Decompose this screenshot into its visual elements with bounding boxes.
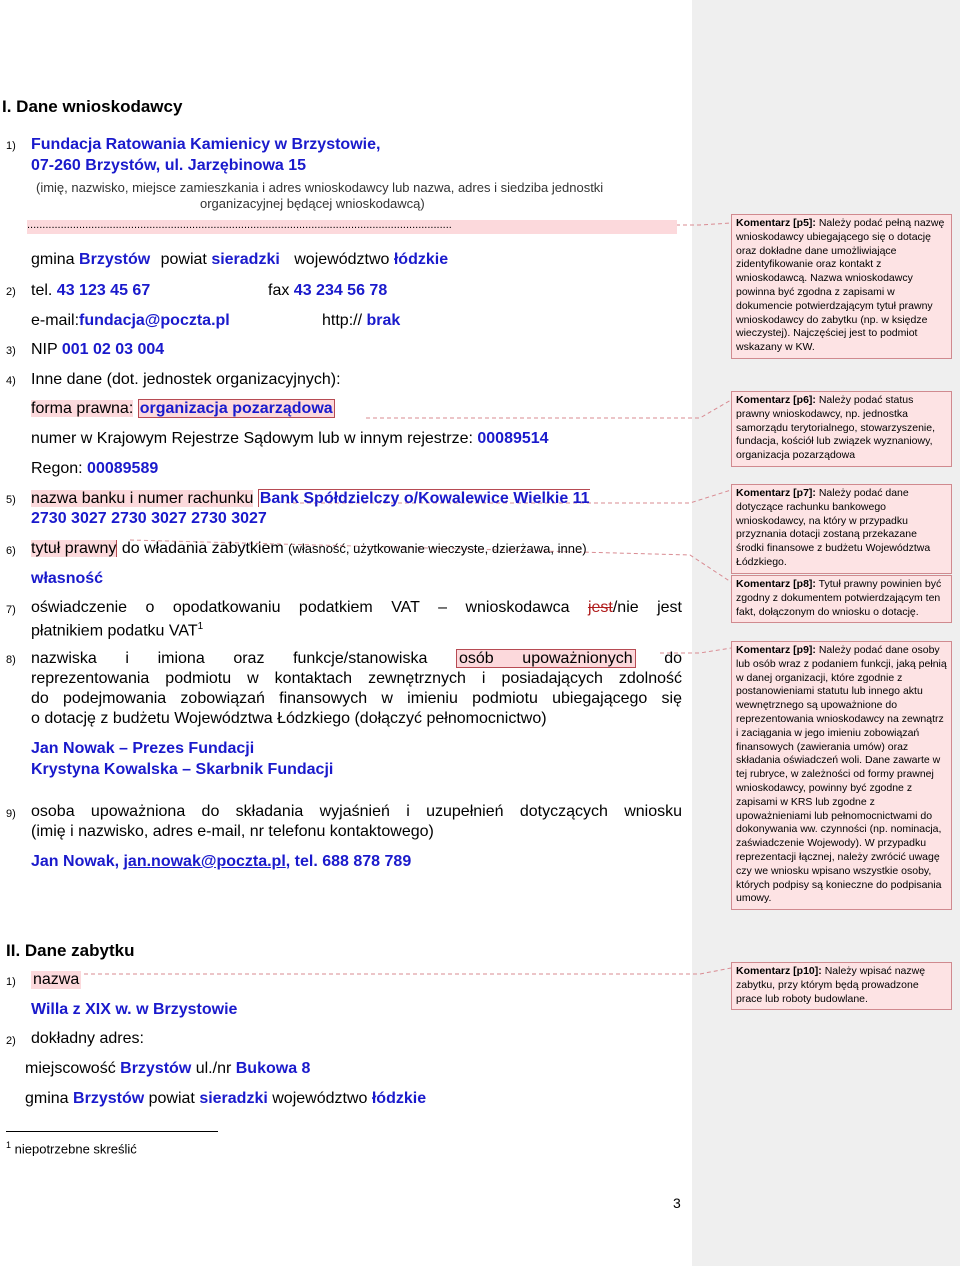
representatives-line3: do podejmowania zobowiązań finansowych w imieniu podmiotu ubiegającego się <box>31 690 682 707</box>
item-number: 1) <box>6 140 16 152</box>
tel-label: tel. <box>31 282 53 299</box>
item-number: 1) <box>6 976 16 988</box>
representatives-line2: reprezentowania podmiotu w kontaktach zewnętrznych i posiadających zdolność <box>31 670 682 687</box>
comment-label: Komentarz [p10]: <box>736 965 822 977</box>
applicant-address: 07-260 Brzystów, ul. Jarzębinowa 15 <box>31 157 307 174</box>
powiat-value: sieradzki <box>211 251 280 268</box>
fax-label: fax <box>268 282 290 299</box>
wojewodztwo-label: województwo <box>294 251 390 268</box>
dotted-line: ........................................................................................................................................... <box>27 220 677 234</box>
section-title: I. Dane wnioskodawcy <box>2 97 183 116</box>
comment-p7[interactable] <box>731 484 952 574</box>
email <box>31 312 230 330</box>
footnote <box>6 1140 137 1156</box>
comment-label: Komentarz [p7]: <box>736 487 816 499</box>
comment-label: Komentarz [p5]: <box>736 217 816 229</box>
regon-label: Regon: <box>31 460 83 477</box>
gmina-value: Brzystów <box>79 251 151 268</box>
monument-region <box>25 1090 426 1108</box>
bank-name: Bank Spółdzielczy o/Kowalewice Wielkie 11 <box>259 490 590 507</box>
item-number: 5) <box>6 494 16 506</box>
nip-label: NIP <box>31 341 58 358</box>
footnote-mark: 1 <box>6 1140 12 1150</box>
email-value: fundacja@poczta.pl <box>79 312 230 329</box>
contact-person-label: osoba upoważniona do składania wyjaśnień i uzupełnień dotyczących wniosku <box>31 803 682 820</box>
legal-title-hint: (własność, użytkowanie wieczyste, dzierżawa, inne) <box>288 541 587 556</box>
comment-p8[interactable] <box>731 575 952 623</box>
legal-form-value: organizacja pozarządowa <box>139 400 333 417</box>
wojewodztwo-value: łódzkie <box>393 251 449 268</box>
locality-value: Brzystów <box>120 1060 192 1077</box>
representatives-text-end: do <box>664 650 683 667</box>
comment-label: Komentarz [p8]: <box>736 578 816 590</box>
applicant-name: Fundacja Ratowania Kamienicy w Brzystowie, <box>31 136 381 153</box>
applicant-hint: (imię, nazwisko, miejsce zamieszkania i adres wnioskodawcy lub nazwa, adres i siedziba jednostki <box>36 180 604 195</box>
contact-person-value <box>31 853 411 871</box>
legal-title-value: własność <box>31 570 104 587</box>
monument-address-label: dokładny adres: <box>31 1030 144 1047</box>
phone <box>31 282 150 300</box>
fax-value: 43 234 56 78 <box>293 282 388 299</box>
representatives-line4: o dotację z budżetu Województwa Łódzkiego (dołączyć pełnomocnictwo) <box>31 710 547 727</box>
http-value: brak <box>366 312 401 329</box>
bank-label: nazwa banku i numer rachunku <box>31 490 254 507</box>
contact-email-link[interactable]: jan.nowak@poczta.pl <box>123 853 286 870</box>
representatives-text: nazwiska i imiona oraz funkcje/stanowiska <box>31 650 428 667</box>
monument-name-label: nazwa <box>33 971 80 988</box>
http-label: http:// <box>322 312 363 329</box>
item-number: 2) <box>6 1035 16 1047</box>
street-value: Bukowa 8 <box>235 1060 311 1077</box>
website <box>322 312 400 330</box>
krs-number <box>31 430 549 448</box>
legal-form-label: forma prawna: <box>31 400 134 417</box>
other-data-label: Inne dane (dot. jednostek organizacyjnych): <box>31 371 341 388</box>
comment-label: Komentarz [p6]: <box>736 394 816 406</box>
gmina-value: Brzystów <box>73 1090 145 1107</box>
powiat-label: powiat <box>148 1090 195 1107</box>
section-title: II. Dane zabytku <box>6 941 135 960</box>
contact-person-hint: (imię i nazwisko, adres e-mail, nr telefonu kontaktowego) <box>31 823 434 840</box>
applicant-hint: organizacyjnej będącej wnioskodawcą) <box>200 196 425 211</box>
comment-label: Komentarz [p9]: <box>736 644 816 656</box>
comment-text: Należy podać dane dotyczące rachunku bankowego wnioskodawcy, na który w przypadku przyznania dotacji zostaną przekazane środki finansowe z budżetu Województwa Łódzkiego. <box>736 487 931 568</box>
powiat-value: sieradzki <box>199 1090 268 1107</box>
monument-name-value: Willa z XIX w. w Brzystowie <box>31 1001 238 1018</box>
representatives-highlight: osób upoważnionych <box>456 649 636 668</box>
gmina-label: gmina <box>25 1090 69 1107</box>
contact-phone: , tel. 688 878 789 <box>285 853 412 870</box>
vat-text-2: płatnikiem podatku VAT <box>31 622 198 640</box>
comment-text: Należy podać status prawny wnioskodawcy, np. jednostka samorządu terytorialnego, stowarzyszenie, fundacja, kościół lub związek wyznaniowy, organizacja pozarządowa <box>736 394 936 462</box>
comment-p5[interactable] <box>731 214 952 359</box>
vat-text: oświadczenie o opodatkowaniu podatkiem VAT – wnioskodawca <box>31 599 570 616</box>
wojewodztwo-value: łódzkie <box>371 1090 427 1107</box>
item-number: 4) <box>6 375 16 387</box>
bank-account <box>31 490 590 508</box>
wojewodztwo-label: województwo <box>272 1090 368 1107</box>
item-number: 9) <box>6 808 16 820</box>
item-number: 2) <box>6 286 16 298</box>
item-number: 6) <box>6 545 16 557</box>
street-label: ul./nr <box>195 1060 232 1077</box>
vat-struck: jest <box>587 599 613 616</box>
comment-text: Należy podać pełną nazwę wnioskodawcy ubiegającego się o dotację oraz dokładne dane umożliwiające zidentyfikowanie oraz kontakt z wnioskodawcą. Nazwa wnioskodawcy powinna być zgodna z zapisami w dokumencie potwierdzającym tytuł prawny wnioskodawcy do zabytku (np. w księdze wieczystej). Najczęściej jest to podmiot wskazany w KW. <box>736 217 945 354</box>
locality-label: miejscowość <box>25 1060 116 1077</box>
legal-title <box>31 540 587 558</box>
powiat-label: powiat <box>160 251 207 268</box>
footnote-text: niepotrzebne skreślić <box>14 1141 137 1157</box>
nip-value: 001 02 03 004 <box>61 341 165 358</box>
footnote-separator <box>6 1131 218 1132</box>
contact-name: Jan Nowak, <box>31 853 124 870</box>
vat-statement <box>31 599 682 617</box>
footnote-ref: 1 <box>197 621 204 632</box>
applicant-location <box>31 251 448 269</box>
legal-form <box>31 400 335 418</box>
legal-title-label: tytuł prawny <box>31 540 117 557</box>
comment-p6[interactable] <box>731 391 952 467</box>
krs-value: 00089514 <box>477 430 549 447</box>
email-label: e-mail: <box>31 312 80 329</box>
item-number: 7) <box>6 604 16 616</box>
representative-1: Jan Nowak – Prezes Fundacji <box>31 740 255 757</box>
monument-locality <box>25 1060 310 1078</box>
representatives-line1 <box>31 650 682 668</box>
comment-p9[interactable] <box>731 641 952 910</box>
bank-account-number: 2730 3027 2730 3027 2730 3027 <box>31 510 267 527</box>
krs-label: numer w Krajowym Rejestrze Sądowym lub w innym rejestrze: <box>31 430 473 447</box>
item-number: 8) <box>6 654 16 666</box>
item-number: 3) <box>6 345 16 357</box>
regon-value: 00089589 <box>87 460 159 477</box>
tel-value: 43 123 45 67 <box>56 282 151 299</box>
comment-text: Należy podać dane osoby lub osób wraz z podaniem funkcji, jaką pełnią w danej organizacji, które zgodnie z postanowieniami statutu lub innego aktu wewnętrznego są upoważnione do reprezentowania wnioskodawcy na zewnątrz i zaciągania w jego imieniu zobowiązań finansowych (zawierania umów) oraz składania oświadczeń woli. Dane zawarte w tej rubryce, w zależności od formy prawnej wnioskodawcy, powinny być zgodne z zapisami w KRS lub zgodne z upoważnieniami lub pełnomocnictwami do dokonywania ww. czynności (np. nominacja, zaświadczenie Wojewody). W przypadku reprezentacji łącznej, należy zwrócić uwagę czy we wniosku wpisano wszystkie osoby, których podpisy są konieczne do podpisania umowy. <box>736 644 947 905</box>
gmina-label: gmina <box>31 251 75 268</box>
nip <box>31 341 164 359</box>
representative-2: Krystyna Kowalska – Skarbnik Fundacji <box>31 761 334 778</box>
legal-title-label-rest: do władania zabytkiem <box>117 540 284 557</box>
regon <box>31 460 158 478</box>
vat-statement-line2 <box>31 621 203 640</box>
page-number: 3 <box>673 1195 681 1211</box>
vat-choice: /nie jest <box>612 599 682 616</box>
comment-text: Tytuł prawny powinien być zgodny z dokumentem potwierdzającym ten fakt, dołączonym do wniosku o dotację. <box>736 578 942 618</box>
fax <box>268 282 387 300</box>
comment-p10[interactable] <box>731 962 952 1010</box>
comment-text: Należy wpisać nazwę zabytku, przy którym będą prowadzone prace lub roboty budowlane. <box>736 965 926 1005</box>
